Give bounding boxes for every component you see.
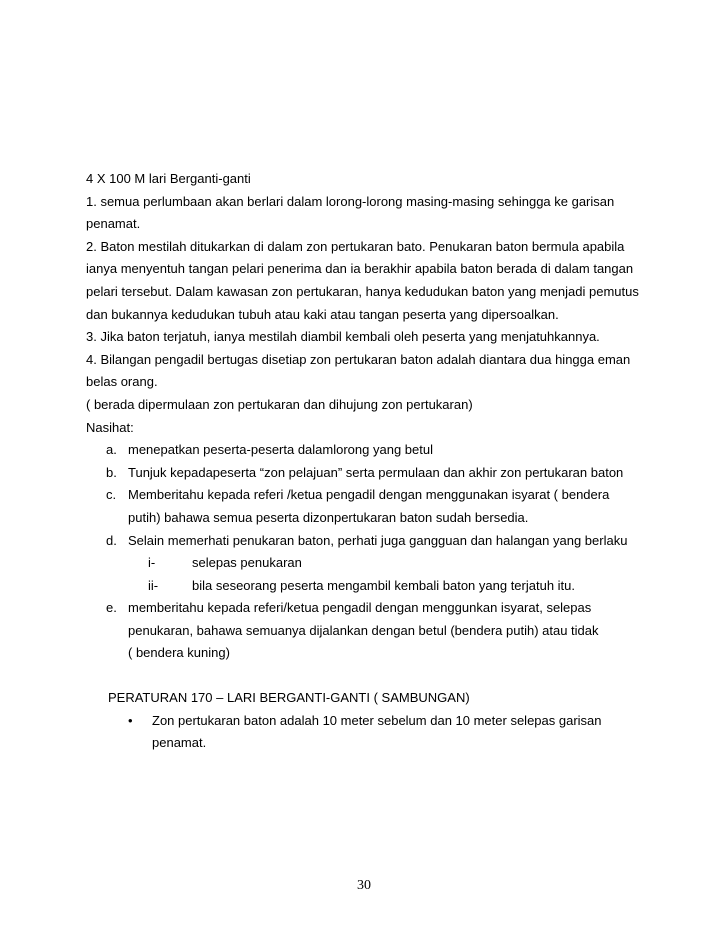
roman-marker: i- bbox=[148, 555, 156, 571]
advice-label: Nasihat: bbox=[86, 419, 134, 435]
list-marker: c. bbox=[106, 487, 117, 503]
list-marker: e. bbox=[106, 600, 117, 616]
list-item bbox=[86, 462, 656, 485]
text-line: memberitahu kepada referi/ketua pengadil dengan menggunkan isyarat, selepas bbox=[128, 600, 592, 616]
text-line: 2. Baton mestilah ditukarkan di dalam zon pertukaran bato. Penukaran baton bermula apabila bbox=[86, 238, 625, 254]
text-line: Memberitahu kepada referi /ketua pengadil dengan menggunakan isyarat ( bendera bbox=[128, 487, 610, 503]
sub-list-item bbox=[86, 575, 656, 598]
document-title: 4 X 100 M lari Berganti-ganti bbox=[86, 171, 251, 186]
document-body bbox=[86, 168, 656, 755]
list-item bbox=[86, 530, 656, 553]
text-line: ( berada dipermulaan zon pertukaran dan dihujung zon pertukaran) bbox=[86, 396, 473, 412]
list-marker: a. bbox=[106, 442, 117, 458]
roman-marker: ii- bbox=[148, 577, 159, 593]
list-item bbox=[86, 597, 656, 665]
rule-2 bbox=[86, 236, 656, 326]
text-line: Tunjuk kepadapeserta “zon pelajuan” serta permulaan dan akhir zon pertukaran baton bbox=[128, 464, 624, 480]
text-line: pelari tersebut. Dalam kawasan zon pertukaran, hanya kedudukan baton yang menjadi pemutus bbox=[86, 283, 639, 299]
text-line: penamat. bbox=[86, 216, 141, 232]
text-line: penukaran, bahawa semuanya dijalankan dengan betul (bendera putih) atau tidak bbox=[128, 622, 599, 638]
sub-item-text: bila seseorang peserta mengambil kembali baton yang terjatuh itu. bbox=[192, 577, 576, 593]
list-marker: d. bbox=[106, 532, 117, 548]
text-line: penamat. bbox=[152, 735, 207, 751]
text-line: ianya menyentuh tangan pelari penerima dan ia berakhir apabila baton berada di dalam tangan bbox=[86, 261, 634, 277]
section-heading: PERATURAN 170 – LARI BERGANTI-GANTI ( SAMBUNGAN) bbox=[108, 690, 470, 706]
text-line: dan bukannya kedudukan tubuh atau kaki atau tangan peserta yang dipersoalkan. bbox=[86, 306, 559, 322]
bullet-icon: • bbox=[128, 712, 133, 728]
text-line: belas orang. bbox=[86, 374, 158, 390]
text-line: 3. Jika baton terjatuh, ianya mestilah diambil kembali oleh peserta yang menjatuhkannya. bbox=[86, 329, 600, 345]
bullet-item bbox=[86, 710, 656, 755]
text-line: menepatkan peserta-peserta dalamlorong yang betul bbox=[128, 442, 433, 458]
list-item bbox=[86, 484, 656, 529]
list-item bbox=[86, 439, 656, 462]
text-line: putih) bahawa semua peserta dizonpertukaran baton sudah bersedia. bbox=[128, 509, 529, 525]
text-line: 1. semua perlumbaan akan berlari dalam lorong-lorong masing-masing sehingga ke garisan bbox=[86, 193, 615, 209]
sub-item-text: selepas penukaran bbox=[192, 555, 302, 571]
page-number: 30 bbox=[357, 878, 371, 893]
rule-3 bbox=[86, 326, 656, 349]
spacer bbox=[86, 665, 656, 687]
text-line: Selain memerhati penukaran baton, perhati juga gangguan dan halangan yang berlaku bbox=[128, 532, 628, 548]
rule-note bbox=[86, 394, 656, 417]
list-marker: b. bbox=[106, 464, 117, 480]
advice-list bbox=[86, 439, 656, 665]
text-line: Zon pertukaran baton adalah 10 meter sebelum dan 10 meter selepas garisan bbox=[152, 712, 602, 728]
text-line: ( bendera kuning) bbox=[128, 645, 230, 661]
text-line: 4. Bilangan pengadil bertugas disetiap zon pertukaran baton adalah diantara dua hingga eman bbox=[86, 351, 631, 367]
rule-4 bbox=[86, 349, 656, 394]
sub-list-item bbox=[86, 552, 656, 575]
rule-1 bbox=[86, 191, 656, 236]
